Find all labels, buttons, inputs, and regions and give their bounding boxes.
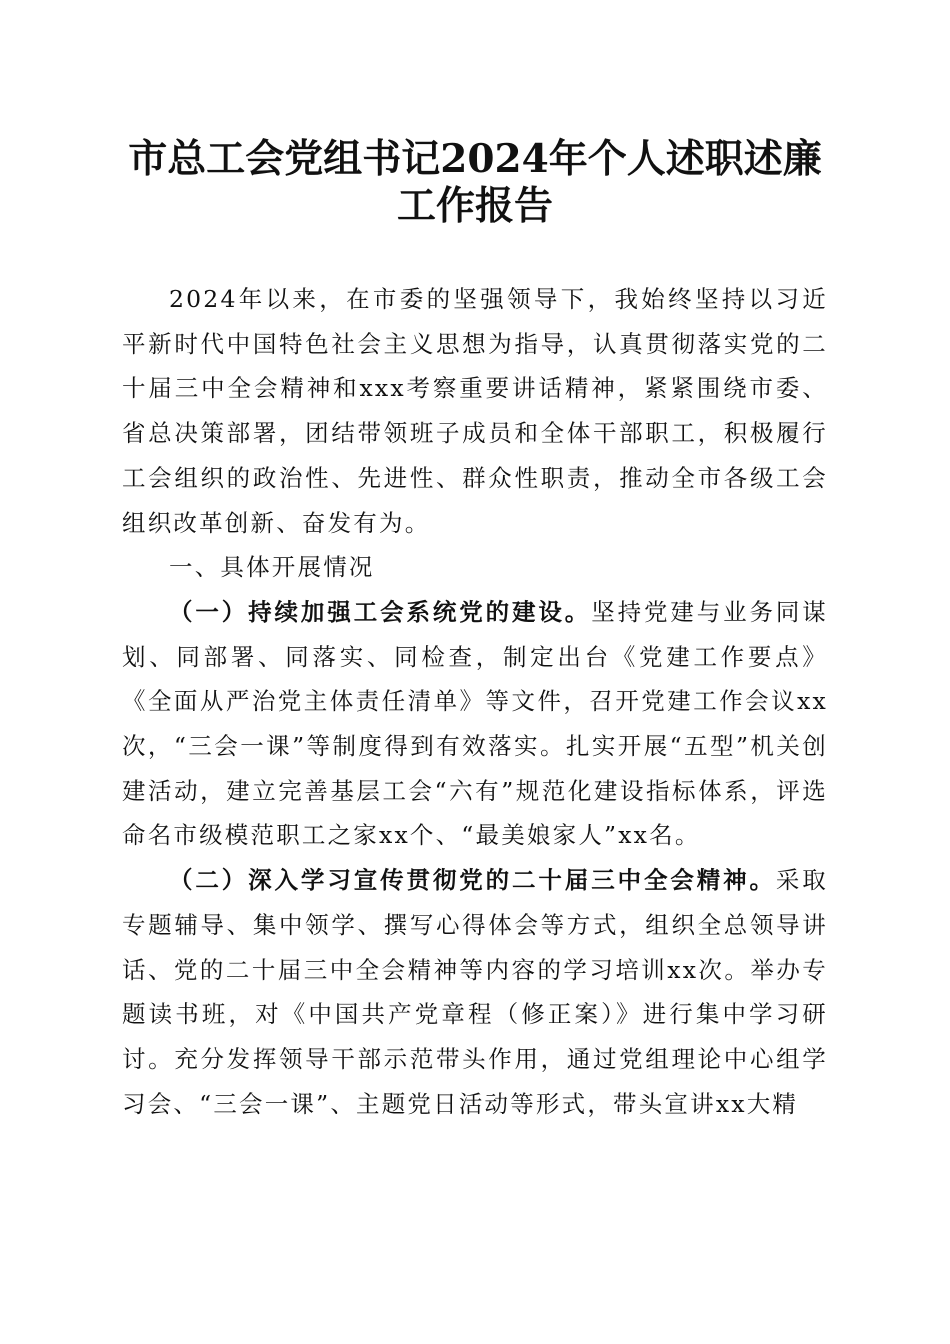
paragraph-2-lead: （二）深入学习宣传贯彻党的二十届三中全会精神。 <box>169 866 776 895</box>
paragraph-2-text: 采取专题辅导、集中领学、撰写心得体会等方式，组织全总领导讲话、党的二十届三中全会精神等内容的学习培训xx次。举办专题读书班，对《中国共产党章程（修正案）》进行集中学习研讨。充分发挥领导干部示范带头作用，通过党组理论中心组学习会、“三会一课”、主题党日活动等形式，带头宣讲xx大精 <box>122 866 828 1118</box>
paragraph-1 <box>122 590 828 858</box>
paragraph-2 <box>122 858 828 1126</box>
section-heading: 一、具体开展情况 <box>169 553 375 582</box>
document-title: 市总工会党组书记2024年个人述职述廉工作报告 <box>128 136 822 229</box>
document-body <box>122 277 828 1126</box>
paragraph-1-lead: （一）持续加强工会系统党的建设。 <box>169 597 592 626</box>
intro-paragraph: 2024年以来，在市委的坚强领导下，我始终坚持以习近平新时代中国特色社会主义思想为指导，认真贯彻落实党的二十届三中全会精神和xxx考察重要讲话精神，紧紧围绕市委、省总决策部署，团结带领班子成员和全体干部职工，积极履行工会组织的政治性、先进性、群众性职责，推动全市各级工会组织改革创新、奋发有为。 <box>122 285 828 537</box>
paragraph-1-text: 坚持党建与业务同谋划、同部署、同落实、同检查，制定出台《党建工作要点》《全面从严治党主体责任清单》等文件，召开党建工作会议xx次，“三会一课”等制度得到有效落实。扎实开展“五型”机关创建活动，建立完善基层工会“六有”规范化建设指标体系，评选命名市级模范职工之家xx个、“最美娘家人”xx名。 <box>122 597 828 850</box>
